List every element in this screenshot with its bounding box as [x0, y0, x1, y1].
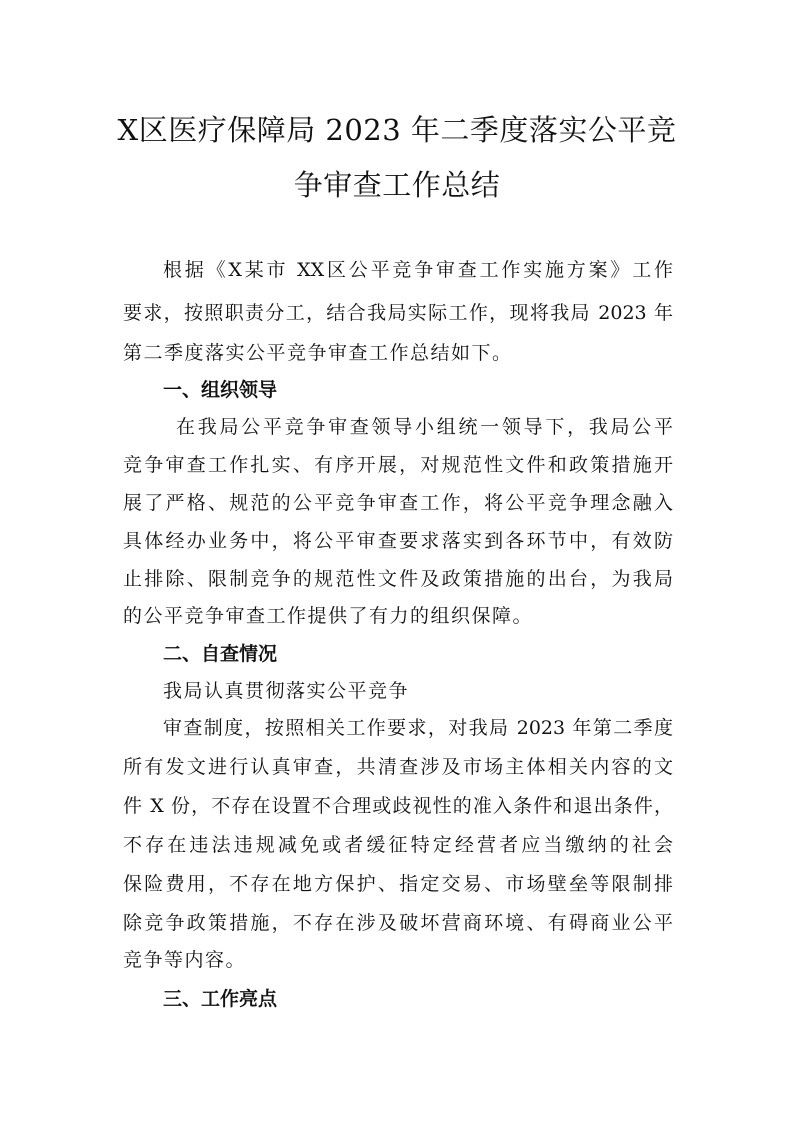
section-2-heading: 二、自查情况: [163, 643, 278, 665]
section-2-line-7: 竞争等内容。: [123, 949, 247, 971]
section-2-line-3: 件 X 份，不存在设置不合理或歧视性的准入条件和退出条件，: [123, 795, 673, 817]
intro-line-2: 要求，按照职责分工，结合我局实际工作，现将我局 2023 年: [123, 302, 673, 324]
document-title-line-1: X区医疗保障局 2023 年二季度落实公平竞: [117, 113, 677, 147]
intro-line-1: 根据《X某市 XX区公平竞争审查工作实施方案》工作: [163, 259, 673, 281]
section-1-line-1: 在我局公平竞争审查领导小组统一领导下，我局公平: [176, 416, 673, 438]
section-1-line-5: 止排除、限制竞争的规范性文件及政策措施的出台，为我局: [123, 568, 673, 590]
section-1-line-2: 竞争审查工作扎实、有序开展，对规范性文件和政策措施开: [123, 454, 673, 476]
section-2-line-6: 除竞争政策措施，不存在涉及破坏营商环境、有碍商业公平: [123, 912, 673, 934]
section-2-line-4: 不存在违法违规减免或者缓征特定经营者应当缴纳的社会: [123, 834, 673, 856]
section-2-line-2: 所有发文进行认真审查，共清查涉及市场主体相关内容的文: [123, 756, 673, 778]
document-title-line-2: 争审查工作总结: [293, 168, 501, 202]
section-3-heading: 三、工作亮点: [163, 988, 278, 1010]
section-1-line-6: 的公平竞争审查工作提供了有力的组织保障。: [123, 605, 534, 627]
section-1-line-4: 具体经办业务中，将公平审查要求落实到各环节中，有效防: [123, 530, 673, 552]
section-2-lead: 我局认真贯彻落实公平竞争: [163, 680, 410, 702]
section-1-heading: 一、组织领导: [163, 379, 278, 401]
section-1-line-3: 展了严格、规范的公平竞争审查工作，将公平竞争理念融入: [123, 492, 673, 514]
section-2-line-1: 审查制度，按照相关工作要求，对我局 2023 年第二季度: [163, 717, 673, 739]
intro-line-3: 第二季度落实公平竞争审查工作总结如下。: [123, 342, 513, 364]
section-2-line-5: 保险费用，不存在地方保护、指定交易、市场壁垒等限制排: [123, 873, 673, 895]
